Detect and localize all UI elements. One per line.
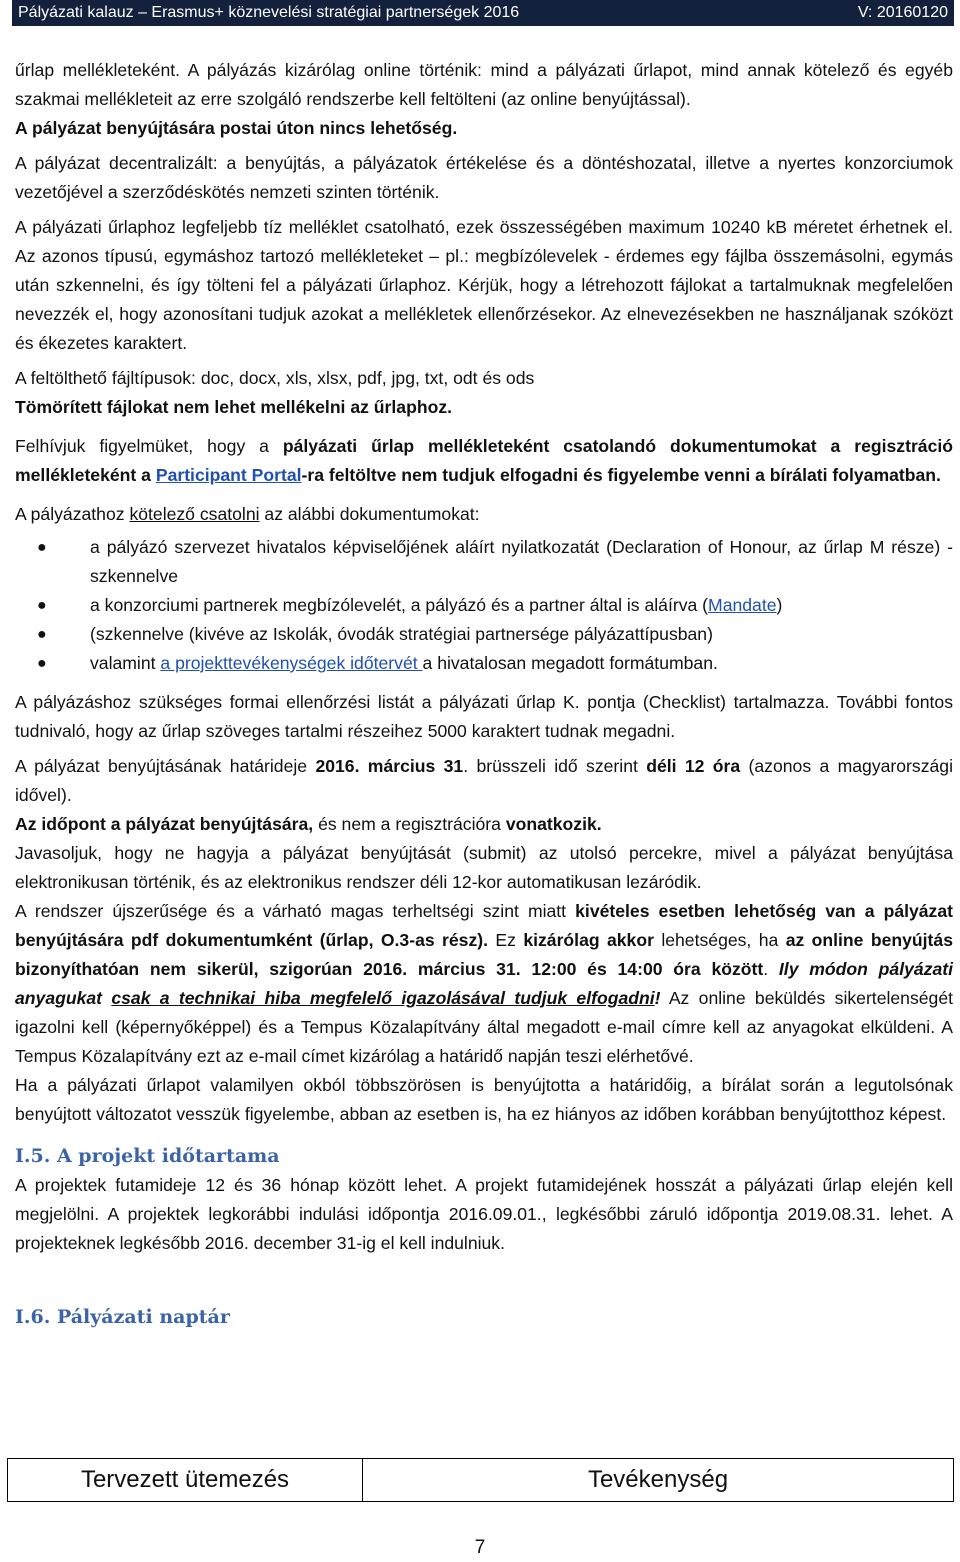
section-heading-calendar: I.6. Pályázati naptár (15, 1306, 230, 1328)
paragraph-mandatory-docs: A pályázathoz kötelező csatolni az alábbi dokumentumokat: (15, 504, 480, 524)
mandate-link[interactable]: Mandate (708, 595, 777, 615)
bullet-icon: ● (37, 655, 47, 672)
participant-portal-link[interactable]: Participant Portal (155, 465, 302, 485)
page-number: 7 (474, 1537, 486, 1558)
paragraph-attachments-limit: A pályázati űrlaphoz legfeljebb tíz melléklet csatolható, ezek összességében maximum 10240 kB méretet érhetnek el. Az azonos típusú, egymáshoz tartozó mellékleteket – pl.: megbízólevelek - érdemes egy fájlba összemásolni, egymás után szkennelni, és így tölteni fel a pályázati űrlaphoz. Kérjük, hogy a létrehozott fájlokat a tartalmuknak megfelelően nevezzék el, hogy azonosítani tudjuk azokat a mellékletek ellenőrzésekor. Az elnevezésekben ne használjanak szóközt és ékezetes karaktert. (15, 217, 953, 353)
paragraph-submit-advice: Javasoljuk, hogy ne hagyja a pályázat benyújtását (submit) az utolsó percekre, mivel a pályázat benyújtása elektronikusan történik, és az elektronikus rendszer déli 12-kor automatikusan lezáródik. (15, 843, 953, 892)
paragraph-no-postal: A pályázat benyújtására postai úton nincs lehetőség. (15, 118, 458, 138)
paragraph-deadline: A pályázat benyújtásának határideje 2016. március 31. brüsszeli idő szerint déli 12 óra (azonos a magyarországi idővel). (15, 756, 953, 805)
paragraph-time-applies: Az időpont a pályázat benyújtására, és nem a regisztrációra vonatkozik. (15, 814, 602, 834)
page-header (12, 0, 954, 26)
column-header-activity: Tevékenység (587, 1466, 729, 1493)
mandatory-docs-list (15, 533, 953, 678)
paragraph-checklist: A pályázáshoz szükséges formai ellenőrzési listát a pályázati űrlap K. pontja (Checklist) tartalmazza. További fontos tudnivaló, hogy az űrlap szöveges tartalmi részeihez 5000 karaktert tudnak megadni. (15, 692, 953, 741)
list-item: ● valamint a projekttevékenységek időtervét a hivatalosan megadott formátumban. (15, 649, 953, 678)
paragraph-decentralized: A pályázat decentralizált: a benyújtás, a pályázatok értékelése és a döntéshozatal, illetve a nyertes konzorciumok vezetőjével a szerződéskötés nemzeti szinten történik. (15, 153, 953, 202)
bullet-icon: ● (37, 597, 47, 614)
calendar-table-header (7, 1458, 954, 1502)
column-header-schedule: Tervezett ütemezés (8, 1459, 363, 1501)
timeline-link[interactable]: a projekttevékenységek időtervét (160, 653, 423, 673)
header-version: V: 20160120 (857, 4, 948, 21)
section-heading-duration: I.5. A projekt időtartama (15, 1145, 280, 1167)
paragraph-pdf-exception: A rendszer újszerűsége és a várható magas terheltségi szint miatt kivételes esetben lehetőség van a pályázat benyújtására pdf dokumentumként (űrlap, O.3-as rész). Ez kizárólag akkor lehetséges, ha az online benyújtás bizonyíthatóan nem sikerül, szigorúan 2016. március 31. 12:00 és 14:00 óra között. Ily módon pályázati anyagukat csak a technikai hiba megfelelő igazolásával tudjuk elfogadni! Az online beküldés sikertelenségét igazolni kell (képernyőképpel) és a Tempus Közalapítvány által megadott e-mail címre kell az anyagokat elküldeni. A Tempus Közalapítvány ezt az e-mail címet kizárólag a határidő napján teszi elérhetővé. (15, 901, 953, 1066)
paragraph-participant-portal: Felhívjuk figyelmüket, hogy a pályázati űrlap mellékleteként csatolandó dokumentumokat a regisztráció mellékleteként a Participant Portal-ra feltöltve nem tudjuk elfogadni és figyelembe venni a bírálati folyamatban. (15, 436, 953, 485)
paragraph-multiple-submissions: Ha a pályázati űrlapot valamilyen okból többszörösen is benyújtotta a határidőig, a bírálat során a legutolsónak benyújtott változatot vesszük figyelembe, abban az esetben is, ha ez hiányos az időben korábban benyújtotthoz képest. (15, 1075, 953, 1124)
list-item: ● a konzorciumi partnerek megbízólevelét, a pályázó és a partner által is aláírva (Mandate) (15, 591, 953, 620)
paragraph-no-compressed: Tömörített fájlokat nem lehet mellékelni az űrlaphoz. (15, 397, 453, 417)
list-item: ● (szkennelve (kivéve az Iskolák, óvodák stratégiai partnersége pályázattípusban) (15, 620, 953, 649)
paragraph-online-submission: űrlap mellékleteként. A pályázás kizárólag online történik: mind a pályázati űrlapot, mind annak kötelező és egyéb szakmai mellékleteit az erre szolgáló rendszerbe kell feltölteni (az online benyújtással). (15, 60, 953, 109)
header-title: Pályázati kalauz – Erasmus+ köznevelési stratégiai partnerségek 2016 (18, 4, 520, 21)
bullet-icon: ● (37, 539, 47, 556)
paragraph-file-types: A feltölthető fájltípusok: doc, docx, xls, xlsx, pdf, jpg, txt, odt és ods (15, 368, 535, 388)
paragraph-duration: A projektek futamideje 12 és 36 hónap között lehet. A projekt futamidejének hosszát a pályázati űrlap elején kell megjelölni. A projektek legkorábbi indulási időpontja 2016.09.01., legkésőbbi záruló időpontja 2019.08.31. lehet. A projekteknek legkésőbb 2016. december 31-ig el kell indulniuk. (15, 1175, 953, 1253)
bullet-icon: ● (37, 626, 47, 643)
list-item: ● a pályázó szervezet hivatalos képviselőjének aláírt nyilatkozatát (Declaration of Honour, az űrlap M része) - szkennelve (15, 533, 953, 591)
document-body (15, 56, 953, 1332)
